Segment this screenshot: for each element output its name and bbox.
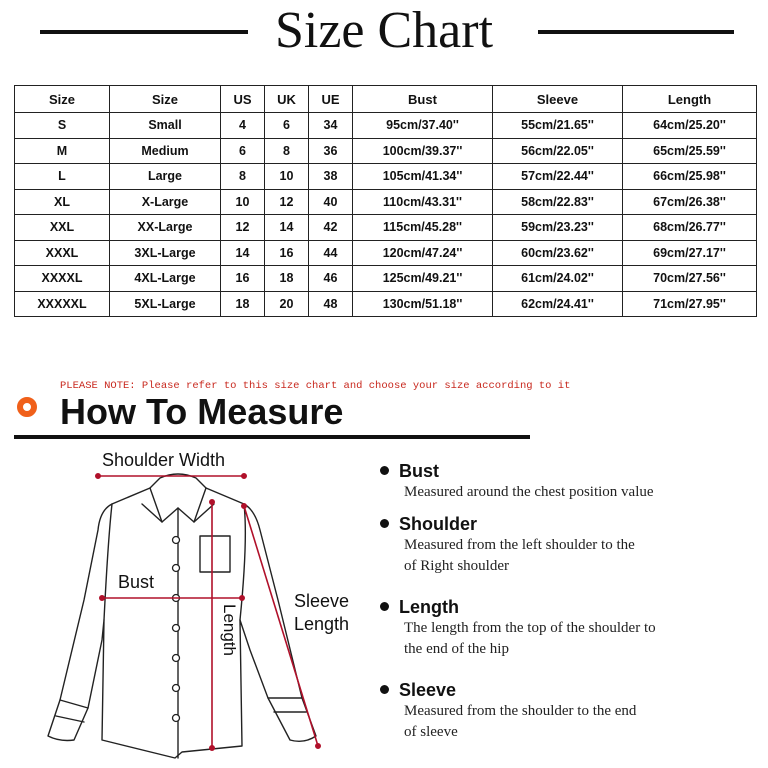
shirt-outline (48, 488, 316, 758)
table-cell: S (15, 113, 110, 139)
table-cell: 115cm/45.28'' (353, 215, 493, 241)
table-cell: 12 (265, 189, 309, 215)
table-cell: 10 (265, 164, 309, 190)
bust-label: Bust (118, 572, 155, 592)
table-cell: XL (15, 189, 110, 215)
header-uk: UK (265, 86, 309, 113)
table-row (15, 291, 757, 317)
table-cell: Medium (110, 138, 221, 164)
header-size-name: Size (110, 86, 221, 113)
table-cell: 67cm/26.38'' (623, 189, 757, 215)
table-cell: 6 (265, 113, 309, 139)
orange-ring-icon (17, 397, 37, 417)
table-row (15, 215, 757, 241)
header-ue: UE (309, 86, 353, 113)
measure-item-bust: Bust Measured around the chest position value (380, 460, 760, 503)
table-cell: 71cm/27.95'' (623, 291, 757, 317)
table-cell: 14 (221, 240, 265, 266)
table-cell: 20 (265, 291, 309, 317)
sleeve-label-line1: Sleeve (294, 591, 350, 611)
table-cell: 95cm/37.40'' (353, 113, 493, 139)
measure-item-length: Length The length from the top of the shoulder to the end of the hip (380, 596, 760, 660)
header-length: Length (623, 86, 757, 113)
table-cell: 44 (309, 240, 353, 266)
table-cell: 70cm/27.56'' (623, 266, 757, 292)
measure-lines (96, 474, 320, 750)
table-cell: 5XL-Large (110, 291, 221, 317)
table-cell: 100cm/39.37'' (353, 138, 493, 164)
how-to-measure-heading: How To Measure (60, 391, 344, 432)
header-us: US (221, 86, 265, 113)
table-cell: 16 (265, 240, 309, 266)
table-row (15, 266, 757, 292)
table-cell: 40 (309, 189, 353, 215)
shoulder-width-label: Shoulder Width (102, 450, 226, 470)
table-cell: 8 (265, 138, 309, 164)
table-cell: X-Large (110, 189, 221, 215)
table-cell: 6 (221, 138, 265, 164)
table-cell: 8 (221, 164, 265, 190)
table-cell: 59cm/23.23'' (493, 215, 623, 241)
table-cell: XX-Large (110, 215, 221, 241)
table-body (15, 113, 757, 317)
table-header-row (15, 86, 757, 113)
table-cell: 10 (221, 189, 265, 215)
table-cell: 4XL-Large (110, 266, 221, 292)
table-row (15, 138, 757, 164)
table-cell: 66cm/25.98'' (623, 164, 757, 190)
bullet-icon (380, 602, 389, 611)
table-row (15, 189, 757, 215)
table-cell: 36 (309, 138, 353, 164)
table-cell: 18 (221, 291, 265, 317)
table-cell: Large (110, 164, 221, 190)
table-cell: XXXXXL (15, 291, 110, 317)
table-cell: 57cm/22.44'' (493, 164, 623, 190)
table-cell: 125cm/49.21'' (353, 266, 493, 292)
table-cell: Small (110, 113, 221, 139)
table-cell: 62cm/24.41'' (493, 291, 623, 317)
table-cell: 68cm/26.77'' (623, 215, 757, 241)
length-label: Length (220, 604, 239, 656)
table-cell: 38 (309, 164, 353, 190)
table-cell: XXL (15, 215, 110, 241)
table-cell: 120cm/47.24'' (353, 240, 493, 266)
table-cell: 130cm/51.18'' (353, 291, 493, 317)
table-cell: 46 (309, 266, 353, 292)
table-cell: 64cm/25.20'' (623, 113, 757, 139)
table-cell: 58cm/22.83'' (493, 189, 623, 215)
please-note: PLEASE NOTE: Please refer to this size chart and choose your size according to it (60, 380, 571, 392)
table-cell: 110cm/43.31'' (353, 189, 493, 215)
table-cell: 12 (221, 215, 265, 241)
table-cell: 42 (309, 215, 353, 241)
bullet-icon (380, 685, 389, 694)
title-rule-right (538, 30, 734, 34)
heading-underline (14, 435, 530, 439)
table-cell: 4 (221, 113, 265, 139)
table-cell: 60cm/23.62'' (493, 240, 623, 266)
table-cell: 3XL-Large (110, 240, 221, 266)
table-row (15, 240, 757, 266)
table-cell: XXXL (15, 240, 110, 266)
sleeve-label-line2: Length (294, 614, 350, 634)
table-cell: 16 (221, 266, 265, 292)
table-row (15, 164, 757, 190)
bullet-icon (380, 466, 389, 475)
title-banner (0, 0, 768, 62)
header-sleeve: Sleeve (493, 86, 623, 113)
table-cell: 65cm/25.59'' (623, 138, 757, 164)
header-bust: Bust (353, 86, 493, 113)
table-cell: 105cm/41.34'' (353, 164, 493, 190)
page-title: Size Chart (274, 2, 494, 59)
table-cell: 55cm/21.65'' (493, 113, 623, 139)
bullet-icon (380, 519, 389, 528)
table-cell: 48 (309, 291, 353, 317)
table-cell: 69cm/27.17'' (623, 240, 757, 266)
table-cell: XXXXL (15, 266, 110, 292)
measure-item-sleeve: Sleeve Measured from the shoulder to the end of sleeve (380, 679, 760, 743)
table-cell: 61cm/24.02'' (493, 266, 623, 292)
table-row (15, 113, 757, 139)
table-cell: 14 (265, 215, 309, 241)
size-chart-table (14, 85, 757, 317)
header-size-code: Size (15, 86, 110, 113)
table-cell: L (15, 164, 110, 190)
measure-item-shoulder: Shoulder Measured from the left shoulder to the of Right shoulder (380, 513, 760, 577)
table-cell: 34 (309, 113, 353, 139)
table-cell: 18 (265, 266, 309, 292)
table-cell: 56cm/22.05'' (493, 138, 623, 164)
table-cell: M (15, 138, 110, 164)
